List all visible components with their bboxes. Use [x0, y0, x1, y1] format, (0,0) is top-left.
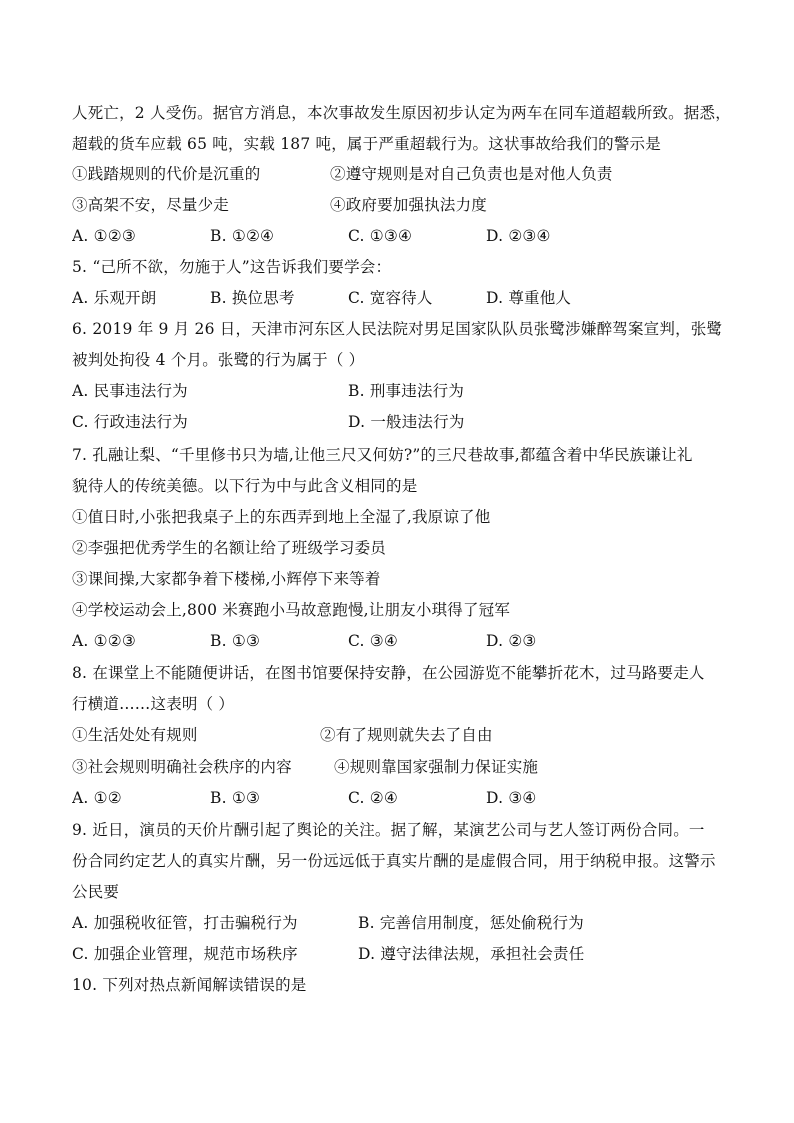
q8-statement-row-1 [72, 720, 732, 751]
q9-option-c: C. 加强企业管理，规范市场秩序 [72, 945, 298, 963]
q4-text-line-1: 人死亡，2 人受伤。据官方消息，本次事故发生原因初步认定为两车在同车道超载所致。据悉， [72, 104, 731, 122]
q5-option-d: D. 尊重他人 [486, 289, 572, 307]
q4-statement-2: ②遵守规则是对自己负责也是对他人负责 [330, 165, 613, 183]
q7-option-d: D. ②③ [486, 632, 537, 650]
q4-statement-row-1 [72, 159, 732, 190]
q9-option-d: D. 遵守法律法规，承担社会责任 [358, 945, 585, 963]
q7-option-c: C. ③④ [348, 632, 398, 650]
q9-stem-line-2: 份合同约定艺人的真实片酬，另一份远远低于真实片酬的是虚假合同，用于纳税申报。这警示 [72, 852, 716, 870]
q6-option-c: C. 行政违法行为 [72, 413, 188, 431]
q7-stem-line-2: 貌待人的传统美德。以下行为中与此含义相同的是 [72, 477, 418, 495]
q8-statement-3: ③社会规则明确社会秩序的内容 [72, 758, 292, 776]
q8-statement-1: ①生活处处有规则 [72, 726, 198, 744]
q6-options-row-1 [72, 376, 732, 407]
q7-option-a: A. ①②③ [72, 632, 136, 650]
q4-option-b: B. ①②④ [210, 227, 275, 245]
q8-statement-2: ②有了规则就失去了自由 [320, 726, 493, 744]
q9-options-row-2 [72, 939, 732, 970]
q9-stem-line-3: 公民要 [72, 883, 120, 901]
q8-statement-4: ④规则靠国家强制力保证实施 [334, 758, 539, 776]
q6-option-d: D. 一般违法行为 [348, 413, 465, 431]
q7-statement-1: ①值日时,小张把我桌子上的东西弄到地上全湿了,我原谅了他 [72, 508, 491, 526]
q5-option-c: C. 宽容待人 [348, 289, 433, 307]
q6-stem-line-2: 被判处拘役 4 个月。张鹭的行为属于（ ） [72, 351, 365, 369]
q4-statement-row-2 [72, 190, 732, 221]
q7-statement-2: ②李强把优秀学生的名额让给了班级学习委员 [72, 539, 387, 557]
q8-option-d: D. ③④ [486, 789, 537, 807]
q10-stem: 10. 下列对热点新闻解读错误的是 [72, 976, 307, 994]
q8-stem-line-1: 8. 在课堂上不能随便讲话，在图书馆要保持安静，在公园游览不能攀折花木，过马路要走人 [72, 664, 705, 682]
q4-options [72, 221, 732, 252]
q7-options [72, 626, 732, 657]
q4-text-line-2: 超载的货车应载 65 吨，实载 187 吨，属于严重超载行为。这状事故给我们的警示是 [72, 135, 661, 153]
q6-option-b: B. 刑事违法行为 [348, 382, 465, 400]
q8-statement-row-2 [72, 752, 732, 783]
q9-stem-line-1: 9. 近日，演员的天价片酬引起了舆论的关注。据了解，某演艺公司与艺人签订两份合同。一 [72, 821, 705, 839]
q4-statement-3: ③高架不安，尽量少走 [72, 196, 230, 214]
q8-options [72, 783, 732, 814]
q9-options-row-1 [72, 908, 732, 939]
q9-option-b: B. 完善信用制度，惩处偷税行为 [358, 914, 584, 932]
q5-options [72, 283, 732, 314]
q7-stem-line-1: 7. 孔融让梨、“千里修书只为墙,让他三尺又何妨?”的三尺巷故事,都蕴含着中华民族谦让礼 [72, 446, 693, 464]
q6-option-a: A. 民事违法行为 [72, 382, 188, 400]
q5-option-a: A. 乐观开朗 [72, 289, 157, 307]
q6-options-row-2 [72, 407, 732, 438]
q4-option-d: D. ②③④ [486, 227, 551, 245]
q4-option-c: C. ①③④ [348, 227, 413, 245]
q7-statement-4: ④学校运动会上,800 米赛跑小马故意跑慢,让朋友小琪得了冠军 [72, 601, 511, 619]
q4-statement-4: ④政府要加强执法力度 [330, 196, 488, 214]
q4-option-a: A. ①②③ [72, 227, 136, 245]
q8-option-b: B. ①③ [210, 789, 261, 807]
q8-stem-line-2: 行横道……这表明（ ） [72, 695, 235, 713]
q7-option-b: B. ①③ [210, 632, 261, 650]
q5-option-b: B. 换位思考 [210, 289, 295, 307]
q8-option-c: C. ②④ [348, 789, 398, 807]
q4-statement-1: ①践踏规则的代价是沉重的 [72, 165, 261, 183]
q7-statement-3: ③课间操,大家都争着下楼梯,小辉停下来等着 [72, 570, 381, 588]
q5-stem: 5. “己所不欲，勿施于人”这告诉我们要学会： [72, 258, 392, 276]
q8-option-a: A. ①② [72, 789, 122, 807]
q9-option-a: A. 加强税收征管，打击骗税行为 [72, 914, 298, 932]
q6-stem-line-1: 6. 2019 年 9 月 26 日，天津市河东区人民法院对男足国家队队员张鹭涉嫌醉驾案宣判，张鹭 [72, 320, 723, 338]
